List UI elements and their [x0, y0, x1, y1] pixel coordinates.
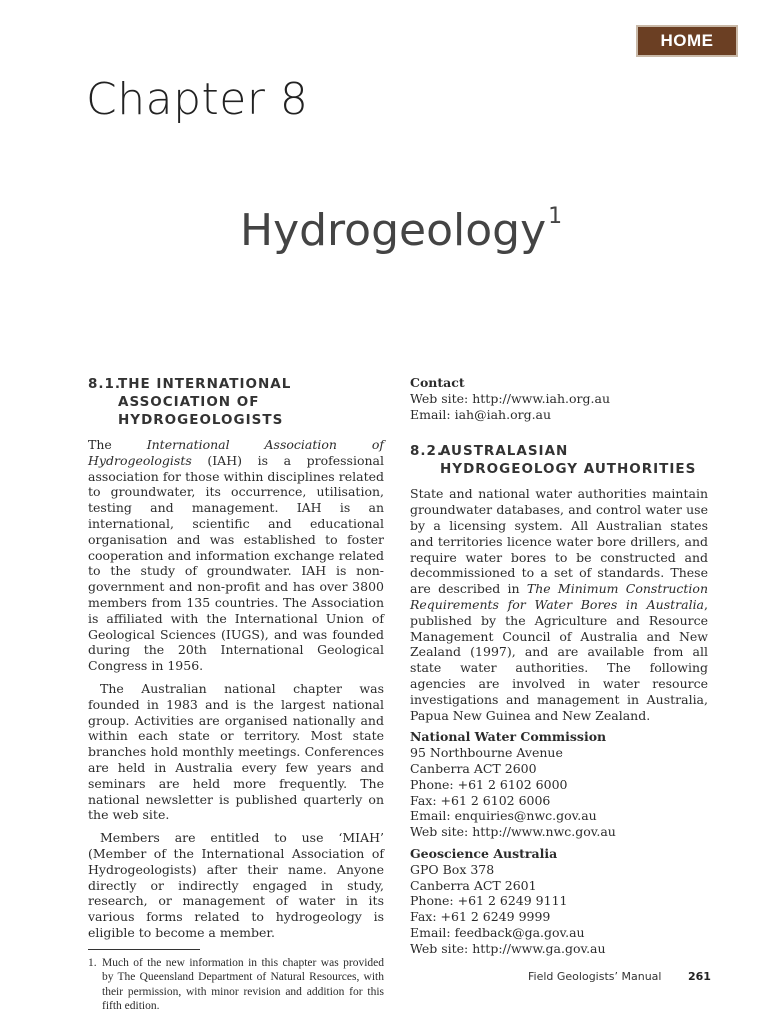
section-heading-text: AUSTRALASIAN HYDROGEOLOGY AUTHORITIES	[440, 443, 697, 478]
chapter-title-text: Hydrogeology	[240, 205, 547, 256]
right-column	[410, 375, 708, 963]
ga-line: GPO Box 378	[410, 861, 495, 877]
ga-title: Geoscience Australia	[410, 845, 558, 861]
footnote-divider	[88, 949, 200, 950]
section-heading-8-2	[410, 442, 708, 478]
contact-email: Email: iah@iah.org.au	[410, 406, 552, 422]
title-footnote-mark: 1	[548, 204, 563, 229]
contact-title: Contact	[410, 375, 465, 390]
ga-address-block	[410, 846, 708, 957]
paragraph-national-chapter: The Australian national chapter was founded in 1983 and is the largest national group. Activities are organised nationally and within each state or territory. Most state branches hold monthly meetings. Conferences are held in Australia every few years and seminars are held more frequently. The national newsletter is published quarterly on the web site.	[88, 680, 384, 823]
text-span: The	[88, 437, 147, 452]
ga-line: Fax: +61 2 6249 9999	[410, 909, 551, 925]
nwc-line: Web site: http://www.nwc.gov.au	[410, 824, 616, 840]
text-span: (IAH) is a professional association for those within disciplines related to groundwater, its occurrence, utilisation, testing and management. IAH is an international, scientific and educational organisation and was established to foster cooperation and information exchange related to the study of groundwater. IAH is non-government and non-profit and has over 3800 members from 135 countries. The Association is affiliated with the International Union of Geological Sciences (IUGS), and was founded during the 20th International Geological Congress in 1956.	[88, 452, 384, 674]
chapter-number: Chapter 8	[86, 74, 309, 125]
nwc-line: Email: enquiries@nwc.gov.au	[410, 808, 597, 824]
text-span: State and national water authorities maintain groundwater databases, and control water use by a licensing system. All Australian states and territories licence water bore drillers, and require water bores to be constructed and decommissioned to a set of standards. These are described in	[410, 486, 708, 597]
section-number: 8.2.	[410, 443, 444, 460]
text-span: , published by the Agriculture and Resource Management Council of Australia and New Zealand (1997), and are available from all state water authorities. The following agencies are involved in water resource investigations and management in Australia, Papua New Guinea and New Zealand.	[410, 596, 708, 723]
nwc-title: National Water Commission	[410, 729, 607, 745]
page-number: 261	[688, 970, 711, 983]
nwc-line: Canberra ACT 2600	[410, 760, 537, 776]
ga-line: Phone: +61 2 6249 9111	[410, 893, 568, 909]
italic-text: The Minimum Construction Requirements for Water Bores in Australia	[410, 581, 708, 612]
paragraph-iah-intro	[88, 437, 384, 674]
home-button[interactable]: HOME	[636, 25, 738, 57]
section-heading-8-1	[88, 375, 384, 429]
ga-line: Canberra ACT 2601	[410, 877, 537, 893]
left-column	[88, 375, 384, 1014]
ga-line: Web site: http://www.ga.gov.au	[410, 940, 606, 956]
contact-block	[410, 375, 708, 422]
footnote	[88, 956, 384, 1014]
footer-book-title: Field Geologists’ Manual	[528, 970, 662, 983]
contact-web: Web site: http://www.iah.org.au	[410, 390, 610, 406]
paragraph-authorities	[410, 486, 708, 723]
section-number: 8.1.	[88, 376, 122, 392]
paragraph-membership: Members are entitled to use ‘MIAH’ (Member of the International Association of Hydrogeologists) after their name. Anyone directly or indirectly engaged in study, research, or management of water in its various forms related to hydrogeology is eligible to become a member.	[88, 830, 384, 940]
nwc-line: Fax: +61 2 6102 6006	[410, 792, 551, 808]
footnote-text: Much of the new information in this chapter was provided by The Queensland Department of Natural Resources, with their permission, with minor revision and addition for this fifth edition.	[102, 956, 384, 1013]
chapter-title	[240, 204, 562, 256]
footnote-number: 1.	[88, 956, 97, 969]
italic-text: International Association of Hydrogeologists	[88, 437, 384, 468]
nwc-address-block	[410, 729, 708, 840]
ga-line: Email: feedback@ga.gov.au	[410, 924, 585, 940]
nwc-line: 95 Northbourne Avenue	[410, 745, 563, 761]
section-heading-text: THE INTERNATIONAL ASSOCIATION OF HYDROGEOLOGISTS	[118, 376, 292, 428]
nwc-line: Phone: +61 2 6102 6000	[410, 776, 568, 792]
